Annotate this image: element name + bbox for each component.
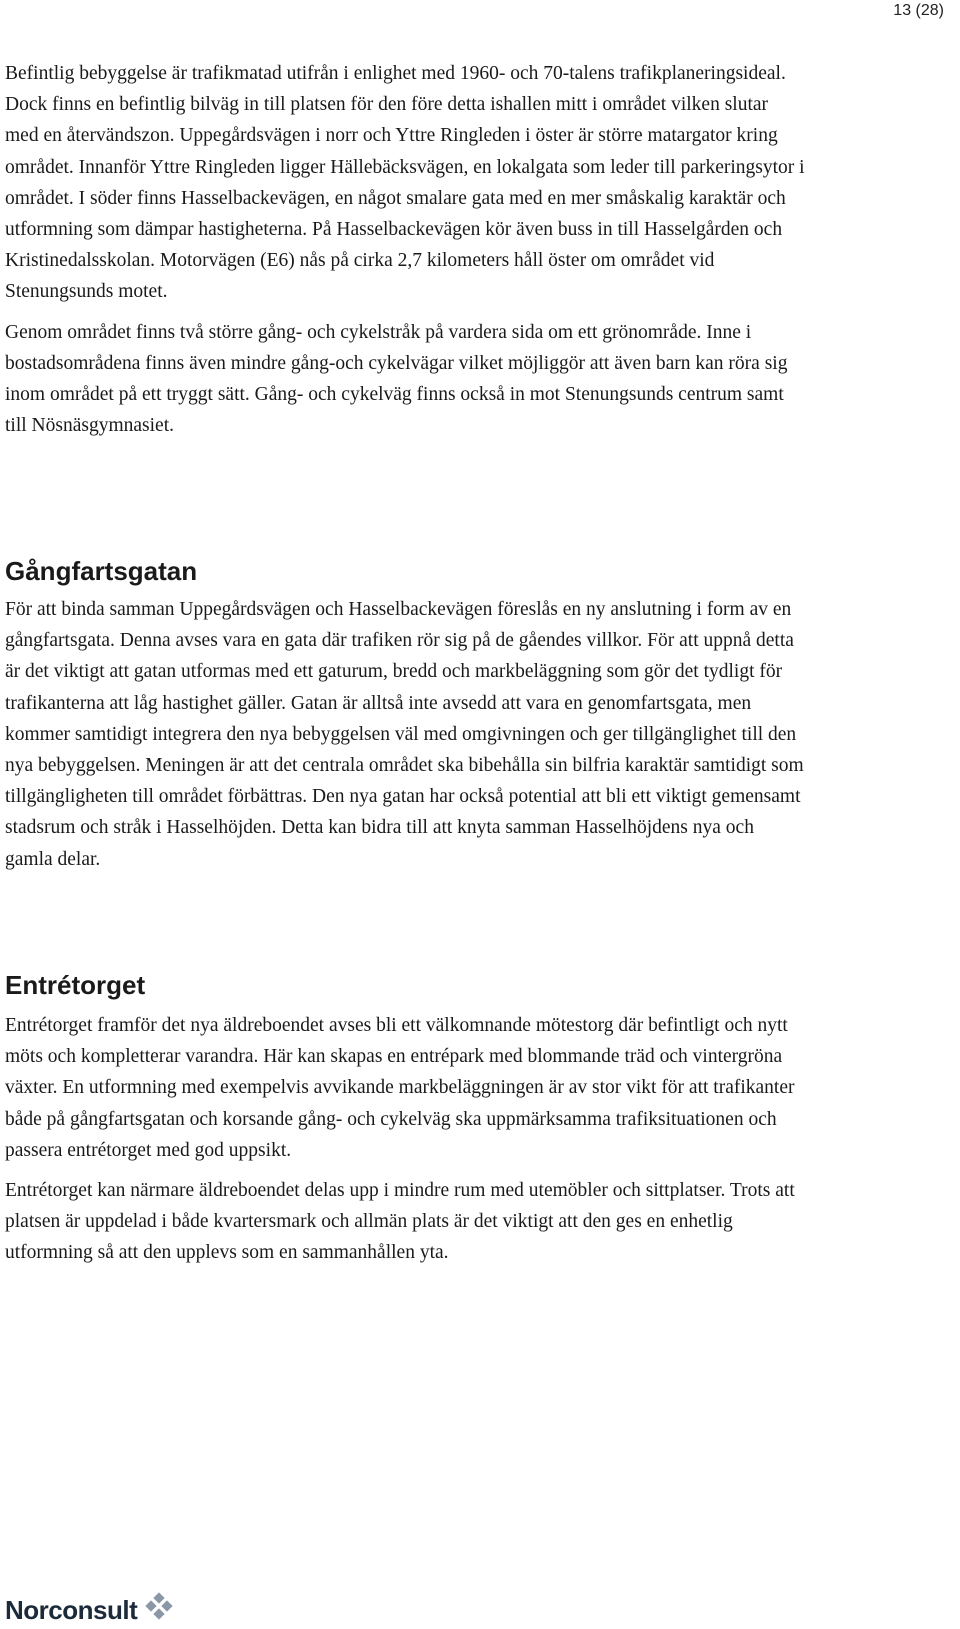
gangfartsgatan-section (5, 594, 805, 875)
gangfartsgatan-paragraph-1: För att binda samman Uppegårdsvägen och Hasselbackevägen föreslås en ny anslutning i form av en gångfartsgata. Denna avses vara en gata där trafiken rör sig på de gåendes villkor. För att uppnå detta är det viktigt att gatan utformas med ett gaturum, bredd och markbeläggning som gör det tydligt för trafikanterna att låg hastighet gäller. Gatan är alltså inte avsedd att vara en genomfartsgata, men kommer samtidigt integrera den nya bebyggelsen väl med omgivningen och ger tillgänglighet till den nya bebyggelsen. Meningen är att det centrala området ska bibehålla sin bilfria karaktär samtidigt som tillgängligheten till området förbättras. Den nya gatan har också potential att bli ett viktigt gemensamt stadsrum och stråk i Hasselhöjden. Detta kan bidra till att knyta samman Hasselhöjdens nya och gamla delar. (5, 599, 804, 870)
footer-logo (5, 1592, 175, 1629)
page-number: 13 (28) (893, 2, 944, 19)
entretorget-paragraph-1: Entrétorget framför det nya äldreboendet avses bli ett välkomnande mötestorg där befintligt och nytt möts och kompletterar varandra. Här kan skapas en entrépark med blommande träd och vintergröna växter. En utformning med exempelvis avvikande markbeläggningen är av stor vikt för att trafikanter både på gångfartsgatan och korsande gång- och cykelväg ska uppmärksamma trafiksituationen och passera entrétorget med god uppsikt. (5, 1015, 795, 1161)
entretorget-paragraph-2: Entrétorget kan närmare äldreboendet delas upp i mindre rum med utemöbler och sittplatser. Trots att platsen är uppdelad i både kvartersmark och allmän plats är det viktigt att den ges en enhetlig utformning så att den upplevs som en sammanhållen yta. (5, 1180, 795, 1264)
intro-section (5, 58, 805, 441)
intro-paragraph-2: Genom området finns två större gång- och cykelstråk på vardera sida om ett grönområde. Inne i bostadsområdena finns även mindre gång-och cykelvägar vilket möjliggör att även barn kan röra sig inom området på ett tryggt sätt. Gång- och cykelväg finns också in mot Stenungsunds centrum samt till Nösnäsgymnasiet. (5, 321, 788, 437)
norconsult-diamond-logo-icon (143, 1592, 175, 1629)
section-heading-entretorget: Entrétorget (5, 970, 146, 1000)
logo-wordmark: Norconsult (5, 1595, 138, 1625)
intro-paragraph-1: Befintlig bebyggelse är trafikmatad utifrån i enlighet med 1960- och 70-talens trafikplaneringsideal. Dock finns en befintlig bilväg in till platsen för den före detta ishallen mitt i området vilken slutar med en återvändszon. Uppegårdsvägen i norr och Yttre Ringleden i öster är större matargator kring området. Innanför Yttre Ringleden ligger Hällebäcksvägen, en lokalgata som leder till parkeringsytor i området. I söder finns Hasselbackevägen, en något smalare gata med en mer småskalig karaktär och utformning som dämpar hastigheterna. På Hasselbackevägen kör även buss in till Hasselgården och Kristinedalsskolan. Motorvägen (E6) nås på cirka 2,7 kilometers håll öster om området vid Stenungsunds motet. (5, 63, 805, 303)
entretorget-section (5, 1010, 805, 1269)
section-heading-gangfartsgatan: Gångfartsgatan (5, 556, 198, 586)
